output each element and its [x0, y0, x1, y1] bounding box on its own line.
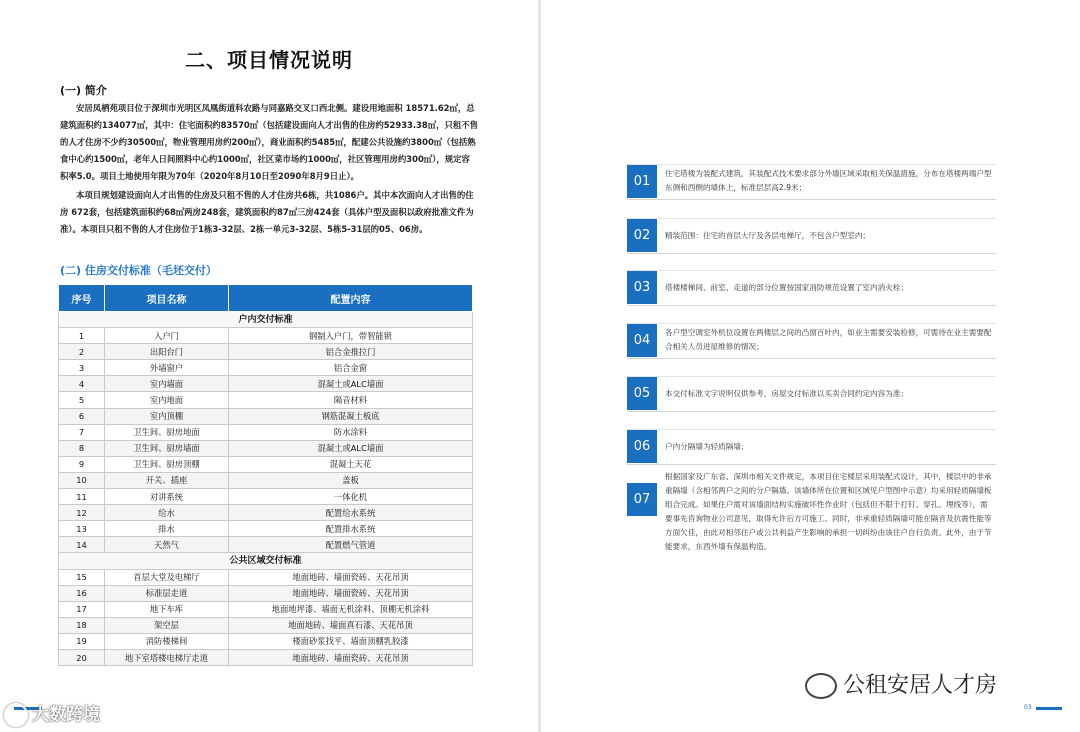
- cell-no: 2: [59, 344, 105, 360]
- cell-item: 卫生间、厨房顶棚: [105, 456, 229, 472]
- cell-config: 铝合金窗: [229, 360, 473, 376]
- cell-item: 卫生间、厨房地面: [105, 424, 229, 440]
- cell-config: 防水涂料: [229, 424, 473, 440]
- note-item-01: [627, 164, 996, 200]
- watermark-logo-icon: [4, 703, 28, 727]
- note-text: 根据国家及广东省、深圳市相关文件规定，本项目住宅楼层采用装配式设计，其中，楼层中的非承重隔墙（含相邻两户之间的分户隔墙、该墙体所在位置和区域见户型图中示意）均采用轻质隔墙板组合完成。如果住户需对该墙面结构实施破坏性作业时（包括但不限于打钉、穿孔、埋线等），需要事先咨询物业公司意见，取得允许后方可施工。同时，非承重轻质隔墙可能在隔音及抗震性能等方面欠佳，由此对相邻住户或公共利益产生影响的承担一切纠纷由该住户自行负责。此外，由于节能要求，东西外墙有保温构造。: [665, 472, 992, 551]
- cell-no: 9: [59, 456, 105, 472]
- delivery-standard-table: [58, 284, 473, 666]
- table-row: [59, 537, 473, 553]
- table-row: [59, 456, 473, 472]
- table-row: [59, 440, 473, 456]
- cell-item: 给水: [105, 505, 229, 521]
- note-text: 精装范围：住宅的首层大厅及各层电梯厅，不包含户型室内；: [665, 231, 871, 240]
- watermark-left-text: 大数跨境: [32, 705, 100, 725]
- cell-no: 15: [59, 569, 105, 585]
- cell-item: 架空层: [105, 617, 229, 633]
- header-item: 项目名称: [105, 285, 229, 312]
- cell-config: 地面地砖、墙面瓷砖、天花吊顶: [229, 649, 473, 665]
- watermark-right-text: 公租安居人才房: [843, 673, 998, 698]
- cell-no: 17: [59, 601, 105, 617]
- cell-item: 室内地面: [105, 392, 229, 408]
- intro-paragraph-2: 本项目规划建设面向人才出售的住房及只租不售的人才住房共6栋，共1086户。其中本次面向人才出售的住房 672套，包括建筑面积约68㎡两房248套，建筑面积约87㎡三房424套（具体户型及面积以政府批准文件为准）。本项目只租不售的人才住房位于1栋3-32层、2栋一单元3-32层、5栋5-31层的05、06房。: [60, 190, 474, 234]
- cell-no: 11: [59, 489, 105, 505]
- note-number: 06: [627, 430, 657, 463]
- table-row: [59, 617, 473, 633]
- cell-item: 室内顶棚: [105, 408, 229, 424]
- note-item-02: [627, 218, 996, 254]
- cell-item: 入户门: [105, 328, 229, 344]
- watermark-right: [805, 668, 997, 699]
- cell-no: 8: [59, 440, 105, 456]
- note-text: 住宅塔楼为装配式建筑，其装配式技术要求部分外墙区域采取相关保温措施，分布在塔楼两端户型东侧和西侧的墙体上，标准层层高2.9米；: [665, 169, 992, 192]
- cell-no: 4: [59, 376, 105, 392]
- note-item-04: [627, 323, 996, 359]
- cell-item: 首层大堂及电梯厅: [105, 569, 229, 585]
- table-row: [59, 505, 473, 521]
- table-row: [59, 344, 473, 360]
- wechat-icon: [805, 673, 837, 699]
- cell-no: 13: [59, 521, 105, 537]
- note-number: 04: [627, 324, 657, 357]
- note-number: 05: [627, 377, 657, 410]
- page-bar: [1036, 707, 1062, 710]
- note-text: 本交付标准文字说明仅供参考，房屋交付标准以买卖合同约定内容为准；: [665, 389, 908, 398]
- cell-item: 地下室塔楼电梯厅走道: [105, 649, 229, 665]
- cell-config: 混凝土天花: [229, 456, 473, 472]
- cell-item: 排水: [105, 521, 229, 537]
- cell-item: 天然气: [105, 537, 229, 553]
- table-row: [59, 521, 473, 537]
- cell-no: 7: [59, 424, 105, 440]
- cell-config: 一体化机: [229, 489, 473, 505]
- cell-config: 配置给水系统: [229, 505, 473, 521]
- table-header-row: [59, 285, 473, 312]
- table-row: [59, 633, 473, 649]
- cell-no: 16: [59, 585, 105, 601]
- cell-config: 配置燃气管道: [229, 537, 473, 553]
- table-row: [59, 424, 473, 440]
- cell-config: 隔音材料: [229, 392, 473, 408]
- cell-no: 3: [59, 360, 105, 376]
- note-item-05: [627, 376, 996, 412]
- table-row: [59, 392, 473, 408]
- header-no: 序号: [59, 285, 105, 312]
- note-number: 03: [627, 271, 657, 304]
- cell-config: 铝合金推拉门: [229, 344, 473, 360]
- cell-no: 12: [59, 505, 105, 521]
- note-text: 各户型空调室外机位设置在两楼层之间的凸窗百叶内，如业主需要安装检修，可需待在业主需要配合相关人员进屋维修的情况；: [665, 328, 992, 351]
- note-item-07: [627, 470, 996, 570]
- table-row: [59, 328, 473, 344]
- cell-config: 混凝土或ALC墙面: [229, 376, 473, 392]
- cell-no: 20: [59, 649, 105, 665]
- table-row: [59, 649, 473, 665]
- cell-config: 楼面砂浆找平、墙面顶棚乳胶漆: [229, 633, 473, 649]
- cell-item: 地下车库: [105, 601, 229, 617]
- header-config: 配置内容: [229, 285, 473, 312]
- note-text: 塔楼楼梯间、前室、走道的部分位置按国家消防规范设置了室内消火栓；: [665, 283, 908, 292]
- group-label: 户内交付标准: [59, 312, 473, 328]
- cell-no: 1: [59, 328, 105, 344]
- cell-config: 盖板: [229, 472, 473, 488]
- table-row: [59, 360, 473, 376]
- table-row: [59, 585, 473, 601]
- cell-config: 地面地砖、墙面瓷砖、天花吊顶: [229, 569, 473, 585]
- table-row: [59, 472, 473, 488]
- cell-item: 外墙窗户: [105, 360, 229, 376]
- cell-config: 地面地坪漆、墙面无机涂料、顶棚无机涂料: [229, 601, 473, 617]
- cell-no: 18: [59, 617, 105, 633]
- delivery-heading: (二) 住房交付标准（毛坯交付）: [60, 264, 217, 277]
- group-label: 公共区域交付标准: [59, 553, 473, 569]
- cell-config: 地面地砖、墙面瓷砖、天花吊顶: [229, 585, 473, 601]
- cell-item: 对讲系统: [105, 489, 229, 505]
- cell-config: 配置排水系统: [229, 521, 473, 537]
- cell-config: 地面地砖、墙面真石漆、天花吊顶: [229, 617, 473, 633]
- table-group-row: [59, 553, 473, 569]
- note-number: 01: [627, 165, 657, 198]
- cell-item: 开关、插座: [105, 472, 229, 488]
- cell-item: 出阳台门: [105, 344, 229, 360]
- cell-no: 5: [59, 392, 105, 408]
- cell-config: 钢制入户门，带智能锁: [229, 328, 473, 344]
- cell-item: 标准层走道: [105, 585, 229, 601]
- cell-no: 10: [59, 472, 105, 488]
- table-row: [59, 601, 473, 617]
- intro-paragraph-1: 安居凤栖苑项目位于深圳市光明区凤凰街道科农路与同嘉路交叉口西北侧。建设用地面积 18571.62㎡，总建筑面积约134077㎡，其中：住宅面积约83570㎡（包括建设面向人才出售的住房约52933.38㎡，只租不售的人才住房不少约30500㎡，物业管理用房约200㎡），商业面积约5485㎡，配建公共设施约3800㎡（包括熟食中心约1500㎡，老年人日间照料中心约1000㎡，社区菜市场约1000㎡，社区管理用房约300㎡），规定容积率5.0。项目土地使用年限为70年（2020年8月10日至2090年8月9日止）。: [60, 103, 478, 181]
- cell-item: 消防楼梯间: [105, 633, 229, 649]
- cell-item: 室内墙面: [105, 376, 229, 392]
- right-page: [541, 0, 1080, 732]
- note-number: 07: [627, 483, 657, 516]
- left-page: [0, 0, 538, 732]
- table-row: [59, 489, 473, 505]
- note-item-03: [627, 270, 996, 306]
- table-group-row: [59, 312, 473, 328]
- page-number: 03: [1024, 704, 1032, 711]
- page-title: 二、项目情况说明: [185, 48, 353, 72]
- cell-no: 14: [59, 537, 105, 553]
- cell-no: 6: [59, 408, 105, 424]
- watermark-left: [4, 700, 100, 727]
- cell-config: 钢筋混凝土板底: [229, 408, 473, 424]
- note-text: 户内分隔墙为轻质隔墙；: [665, 442, 749, 451]
- table-row: [59, 376, 473, 392]
- cell-no: 19: [59, 633, 105, 649]
- intro-heading: (一) 简介: [60, 84, 107, 97]
- cell-config: 混凝土或ALC墙面: [229, 440, 473, 456]
- table-row: [59, 569, 473, 585]
- table-row: [59, 408, 473, 424]
- note-item-06: [627, 429, 996, 465]
- cell-item: 卫生间、厨房墙面: [105, 440, 229, 456]
- note-number: 02: [627, 219, 657, 252]
